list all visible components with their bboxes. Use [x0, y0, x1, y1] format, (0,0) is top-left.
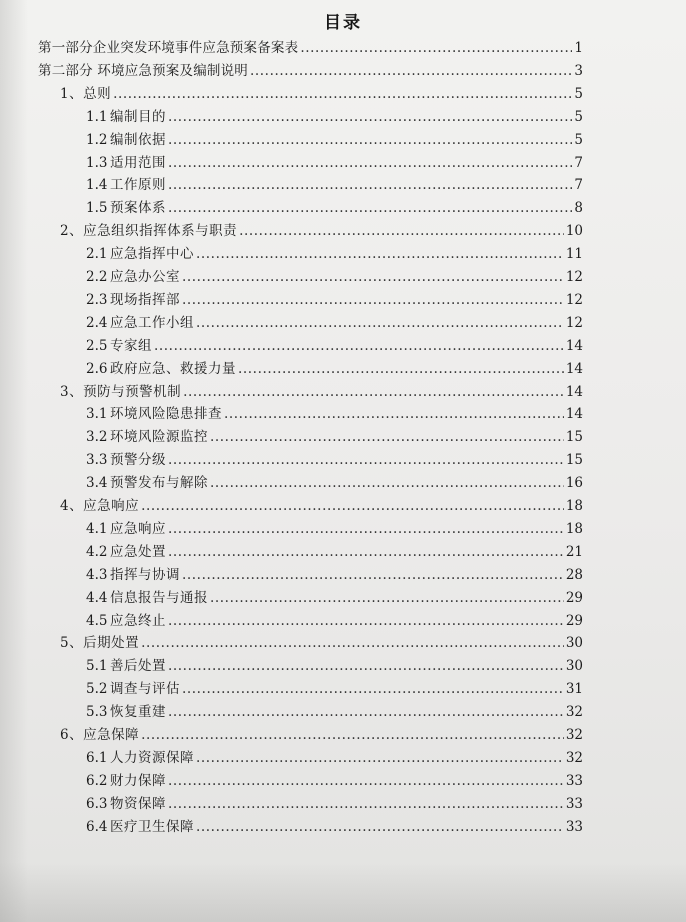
toc-leader-dots: [168, 521, 564, 537]
toc-leader-dots: [141, 635, 564, 651]
toc-entry: [86, 242, 583, 264]
toc-entry-label: 应急响应: [110, 520, 166, 537]
toc-entry: [86, 677, 583, 699]
toc-entry-label: 编制依据: [110, 131, 166, 148]
toc-entry-label: 调查与评估: [110, 681, 180, 698]
toc-entry-page-number: 21: [565, 543, 583, 560]
toc-leader-dots: [154, 338, 564, 354]
toc-entry-number: 5.2: [86, 681, 108, 698]
toc-entry-number: 1.5: [86, 200, 108, 217]
toc-entry-label: 应急终止: [110, 612, 166, 629]
toc-entry-label: 现场指挥部: [110, 291, 180, 308]
toc-entry: [60, 380, 583, 402]
toc-entry-page-number: 32: [565, 727, 583, 743]
toc-entry-page-number: 29: [565, 589, 583, 606]
toc-entry-label: 2、应急组织指挥体系与职责: [60, 223, 238, 240]
toc-entry-label: 政府应急、救援力量: [110, 360, 236, 377]
toc-leader-dots: [182, 681, 564, 697]
toc-entry-number: 4.3: [86, 566, 108, 583]
toc-leader-dots: [168, 177, 572, 193]
toc-entry-page-number: 7: [574, 154, 583, 171]
toc-entry-page-number: 14: [565, 383, 583, 400]
toc-entry-number: 6.2: [86, 772, 108, 789]
toc-entry: [86, 265, 583, 287]
toc-entry-label: 应急办公室: [110, 269, 180, 285]
toc-entry: [86, 540, 583, 562]
toc-leader-dots: [141, 727, 564, 743]
toc-entry-label: 财力保障: [110, 772, 166, 789]
toc-entry-label: 善后处置: [110, 658, 166, 675]
toc-entry-page-number: 8: [574, 200, 583, 217]
toc-entry-page-number: 30: [565, 635, 583, 652]
toc-entry-label: 第一部分企业突发环境事件应急预案备案表: [38, 40, 299, 56]
toc-entry-page-number: 12: [565, 269, 583, 285]
toc-entry-label: 人力资源保障: [110, 749, 194, 766]
toc-leader-dots: [238, 361, 564, 377]
toc-leader-dots: [168, 773, 564, 789]
toc-entry-label: 3、预防与预警机制: [60, 383, 182, 400]
toc-entry-page-number: 15: [565, 429, 583, 446]
toc-entry-number: 4.4: [86, 589, 108, 606]
toc-entry-label: 第二部分 环境应急预案及编制说明: [38, 62, 248, 79]
toc-entry: [86, 425, 583, 447]
toc-leader-dots: [168, 796, 564, 812]
toc-entry: [86, 105, 583, 127]
toc-leader-dots: [113, 86, 572, 102]
toc-leader-dots: [168, 132, 572, 148]
toc-entry-page-number: 12: [565, 314, 583, 331]
toc-entry: [60, 494, 583, 516]
toc-entry-label: 恢复重建: [110, 704, 166, 721]
toc-entry: [86, 700, 583, 722]
toc-entry-label: 指挥与协调: [110, 566, 180, 583]
toc-entry-number: 6.1: [86, 749, 108, 766]
page-shadow-left: [0, 0, 28, 922]
toc-entry-label: 环境风险隐患排查: [110, 406, 222, 423]
toc-leader-dots: [239, 223, 564, 239]
toc-leader-dots: [196, 315, 564, 331]
toc-leader-dots: [300, 40, 572, 56]
toc-entry-number: 1.4: [86, 177, 108, 194]
toc-leader-dots: [224, 406, 564, 422]
toc-entry-page-number: 5: [574, 131, 583, 148]
toc-leader-dots: [168, 155, 572, 171]
toc-entry: [86, 654, 583, 676]
toc-leader-dots: [196, 819, 564, 835]
toc-entry-number: 2.2: [86, 269, 108, 285]
toc-entry-page-number: 5: [574, 85, 583, 102]
toc-entry-number: 1.1: [86, 108, 108, 125]
toc-entry-page-number: 33: [565, 772, 583, 789]
toc-entry: [86, 173, 583, 195]
toc-entry-number: 5.3: [86, 704, 108, 721]
toc-entry-number: 3.3: [86, 452, 108, 469]
toc-entry-label: 适用范围: [110, 154, 166, 171]
toc-entry-label: 6、应急保障: [60, 727, 140, 743]
toc-entry: [38, 59, 583, 81]
toc-entry-page-number: 10: [565, 223, 583, 240]
toc-entry-page-number: 30: [565, 658, 583, 675]
page-title: 目录: [324, 13, 362, 33]
toc-leader-dots: [210, 475, 564, 491]
toc-entry-number: 1.3: [86, 154, 108, 171]
toc-entry-page-number: 16: [565, 475, 583, 492]
toc-entry-label: 预案体系: [110, 200, 166, 217]
toc-entry-page-number: 1: [574, 40, 583, 56]
toc-entry: [86, 151, 583, 173]
toc-entry-label: 应急指挥中心: [110, 246, 194, 263]
toc-entry-page-number: 14: [565, 360, 583, 377]
toc-leader-dots: [196, 750, 564, 766]
toc-leader-dots: [182, 292, 564, 308]
toc-entry-number: 3.1: [86, 406, 108, 423]
toc-entry-page-number: 3: [574, 62, 583, 79]
toc-entry: [86, 128, 583, 150]
toc-entry: [60, 631, 583, 653]
toc-entry-label: 预警发布与解除: [110, 475, 208, 492]
toc-entry: [86, 357, 583, 379]
toc-leader-dots: [168, 452, 564, 468]
toc-entry-number: 2.4: [86, 314, 108, 331]
toc-entry-label: 预警分级: [110, 452, 166, 469]
toc-leader-dots: [210, 590, 564, 606]
toc-entry-label: 工作原则: [110, 177, 166, 194]
toc-entry-label: 专家组: [110, 337, 152, 354]
toc-entry-page-number: 28: [565, 566, 583, 583]
toc-entry-label: 应急处置: [110, 543, 166, 560]
toc-entry-label: 应急工作小组: [110, 314, 194, 331]
toc-entry: [86, 448, 583, 470]
toc-entry-page-number: 18: [565, 520, 583, 537]
toc-leader-dots: [182, 567, 564, 583]
toc-entry-page-number: 14: [565, 337, 583, 354]
toc-entry-number: 5.1: [86, 658, 108, 675]
toc-entry: [86, 334, 583, 356]
toc-entry-label: 物资保障: [110, 795, 166, 812]
toc-entry: [86, 586, 583, 608]
toc-entry-page-number: 15: [565, 452, 583, 469]
toc-entry: [86, 609, 583, 631]
toc-entry: [60, 723, 583, 745]
toc-entry: [86, 402, 583, 424]
toc-entry-number: 2.6: [86, 360, 108, 377]
toc-entry-label: 信息报告与通报: [110, 589, 208, 606]
toc-leader-dots: [168, 200, 572, 216]
toc-leader-dots: [168, 109, 572, 125]
toc-entry-page-number: 5: [574, 108, 583, 125]
toc-entry-page-number: 32: [565, 749, 583, 766]
toc-entry-page-number: 12: [565, 291, 583, 308]
toc-leader-dots: [168, 658, 564, 674]
toc-entry-page-number: 33: [565, 795, 583, 812]
toc-leader-dots: [196, 246, 564, 262]
toc-entry-number: 3.2: [86, 429, 108, 446]
toc-entry: [86, 792, 583, 814]
toc-entry: [60, 82, 583, 104]
toc-entry: [86, 517, 583, 539]
toc-leader-dots: [183, 384, 564, 400]
toc-entry-number: 4.1: [86, 520, 108, 537]
toc-entry-label: 医疗卫生保障: [110, 818, 194, 835]
toc-leader-dots: [168, 613, 564, 629]
toc-entry-label: 环境风险源监控: [110, 429, 208, 446]
toc-entry-page-number: 31: [565, 681, 583, 698]
toc-entry-number: 6.4: [86, 818, 108, 835]
toc-entry-page-number: 11: [565, 246, 583, 263]
toc-entry-page-number: 29: [565, 612, 583, 629]
toc-leader-dots: [210, 429, 564, 445]
toc-entry-label: 5、后期处置: [60, 635, 140, 652]
toc-entry: [86, 746, 583, 768]
toc-entry: [86, 769, 583, 791]
toc-entry-page-number: 18: [565, 498, 583, 514]
toc-entry: [38, 36, 583, 58]
toc-entry-label: 4、应急响应: [60, 498, 140, 514]
toc-entry-number: 4.2: [86, 543, 108, 560]
toc-entry: [86, 311, 583, 333]
toc-entry: [86, 563, 583, 585]
toc-entry: [86, 196, 583, 218]
toc-entry-number: 4.5: [86, 612, 108, 629]
toc-entry-number: 6.3: [86, 795, 108, 812]
toc-entry: [60, 219, 583, 241]
toc-entry-page-number: 14: [565, 406, 583, 423]
toc-entry-number: 2.3: [86, 291, 108, 308]
toc-entry-number: 2.5: [86, 337, 108, 354]
toc-entry-number: 3.4: [86, 475, 108, 492]
toc-leader-dots: [168, 704, 564, 720]
toc-leader-dots: [182, 269, 564, 285]
toc-entry: [86, 815, 583, 837]
toc-entry-number: 2.1: [86, 246, 108, 263]
page-shadow-bottom: [0, 862, 686, 922]
toc-entry-page-number: 32: [565, 704, 583, 721]
toc-entry-number: 1.2: [86, 131, 108, 148]
toc-entry-page-number: 7: [574, 177, 583, 194]
toc-entry: [86, 288, 583, 310]
toc-leader-dots: [250, 63, 572, 79]
toc-entry-label: 编制目的: [110, 108, 166, 125]
toc-leader-dots: [141, 498, 564, 514]
toc-leader-dots: [168, 544, 564, 560]
toc-entry: [86, 471, 583, 493]
toc-entry-page-number: 33: [565, 818, 583, 835]
toc-entry-label: 1、总则: [60, 85, 112, 102]
